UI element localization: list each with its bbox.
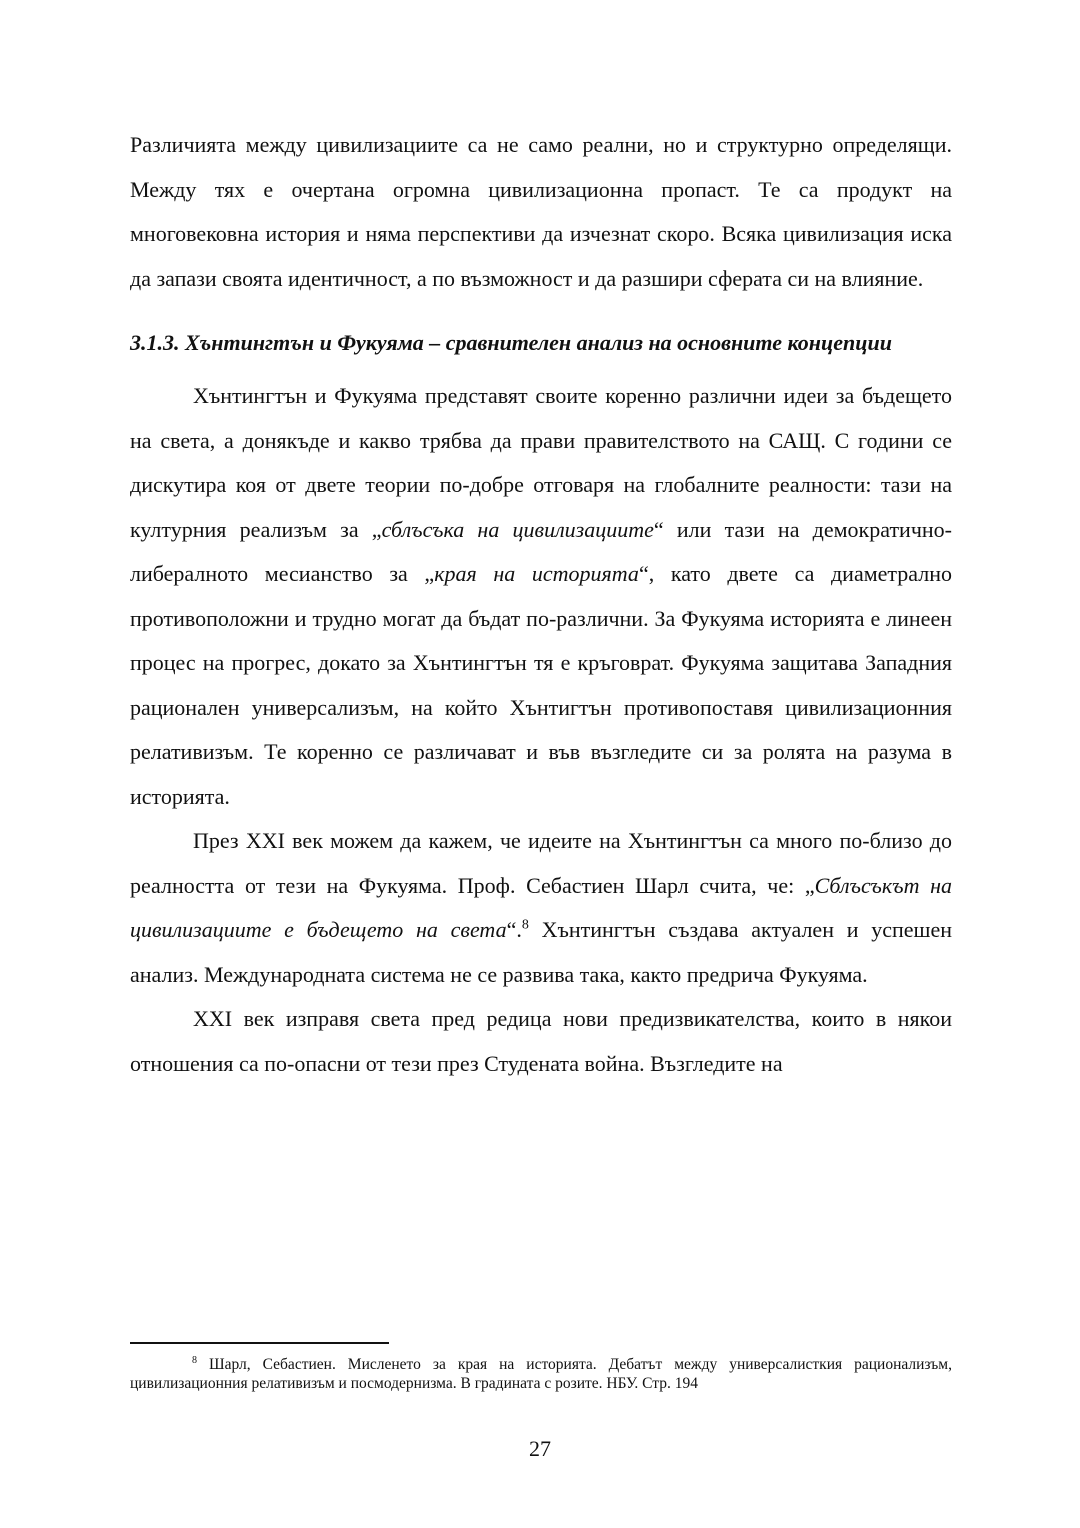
paragraph-3-text-2: “. bbox=[506, 917, 522, 942]
footnote-reference[interactable]: 8 bbox=[521, 917, 529, 933]
paragraph-3-italic-quote: Сблъсъкът на цивилизациите е бъдещето на света bbox=[130, 872, 952, 942]
paragraph-2-text-3: “, като двете са диаметрално противоположни и трудно могат да бъдат по-различни. За Фукуяма историята е линеен процес на прогрес, докато за Хънтингтън тя е кръговрат. Фукуяма защитава Западния рационален универсализъм, на който Хънтигтън противопоставя цивилизационния релативизъм. Те коренно се различават и във възгледите си за ролята на разума в историята. bbox=[130, 561, 953, 809]
footnote-separator bbox=[130, 1342, 389, 1344]
paragraph-2-italic-clash-of-civilizations: сблъсъка на цивилизациите bbox=[381, 516, 654, 542]
footnote-text: Шарл, Себастиен. Мисленето за края на историята. Дебатът между универсалисткия рационализъм, цивилизационния релативизъм и посмодернизма. В градината с розите. НБУ. Стр. 194 bbox=[130, 1356, 952, 1392]
section-heading: 3.1.3. Хънтингтън и Фукуяма – сравнителен анализ на основните концепции bbox=[130, 330, 892, 355]
page-body bbox=[130, 123, 952, 1086]
paragraph-2 bbox=[130, 374, 952, 819]
paragraph-3-text-3: Хънтингтън създава актуален и успешен анализ. Международната система не се развива така, както предрича Фукуяма. bbox=[130, 917, 952, 987]
paragraph-1: Различията между цивилизациите са не само реални, но и структурно определящи. Между тях е очертана огромна цивилизационна пропаст. Те са продукт на многовековна история и няма перспективи да изчезнат скоро. Всяка цивилизация иска да запази своята идентичност, а по възможност и да разшири сферата си на влияние. bbox=[130, 132, 952, 291]
footnote bbox=[130, 1355, 952, 1393]
paragraph-2-text-2: “ или тази на демократично-либералното месианство за „ bbox=[130, 516, 952, 586]
paragraph-3 bbox=[130, 819, 952, 997]
paragraph-4: XXI век изправя света пред редица нови предизвикателства, които в някои отношения са по-опасни от тези през Студената война. Възгледите на bbox=[130, 1006, 952, 1076]
paragraph-3-text-1: През XXI век можем да кажем, че идеите на Хънтингтън са много по-близо до реалността от тези на Фукуяма. Проф. Себастиен Шарл счита, че: „ bbox=[130, 828, 952, 898]
paragraph-2-text-1: Хънтингтън и Фукуяма представят своите коренно различни идеи за бъдещето на света, а донякъде и какво трябва да прави правителството на САЩ. С години се дискутира коя от двете теории по-добре отговаря на глобалните реалности: тази на културния реализъм за „ bbox=[130, 383, 952, 542]
paragraph-2-italic-end-of-history: края на историята bbox=[434, 561, 639, 586]
footnote-number: 8 bbox=[192, 1354, 197, 1366]
page-number: 27 bbox=[529, 1436, 551, 1461]
